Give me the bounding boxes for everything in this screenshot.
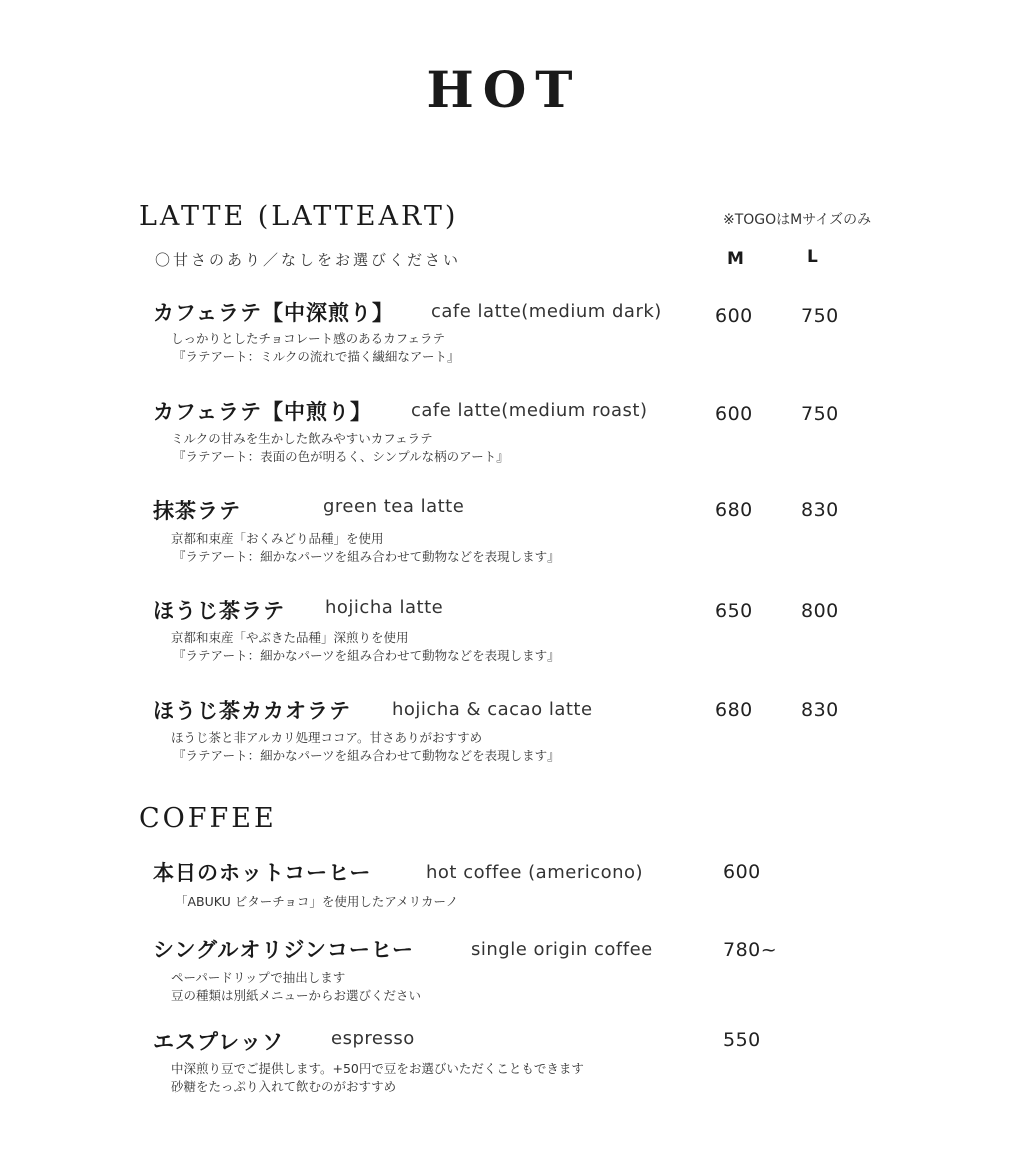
price-m: 650 xyxy=(715,600,753,622)
item-description: ペーパードリップで抽出します xyxy=(171,970,346,985)
item-name-jp: 抹茶ラテ xyxy=(153,499,241,523)
item-name-en: hojicha & cacao latte xyxy=(392,699,593,720)
latteart-note: 『ラテアート：ミルクの流れで描く繊細なアート』 xyxy=(173,349,460,364)
item-description: しっかりとしたチョコレート感のあるカフェラテ xyxy=(171,331,446,346)
item-name-en: single origin coffee xyxy=(471,939,653,960)
item-name-en: hot coffee (americono) xyxy=(426,862,644,883)
item-name-jp: 本日のホットコーヒー xyxy=(153,861,372,885)
item-name-jp: カフェラテ【中煎り】 xyxy=(153,400,372,424)
price-m: 680 xyxy=(715,699,753,721)
price-l: 830 xyxy=(801,499,839,521)
item-name-en: cafe latte(medium roast) xyxy=(411,400,648,421)
item-name-jp: ほうじ茶カカオラテ xyxy=(153,699,351,723)
item-description: 京都和束産「おくみどり品種」を使用 xyxy=(171,531,384,546)
item-description: ほうじ茶と非アルカリ処理ココア。甘さありがおすすめ xyxy=(171,730,483,745)
latteart-note: 『ラテアート：細かなパーツを組み合わせて動物などを表現します』 xyxy=(173,549,560,564)
item-name-en: cafe latte(medium dark) xyxy=(431,301,662,322)
price: 550 xyxy=(723,1029,761,1051)
item-description: 豆の種類は別紙メニューからお選びください xyxy=(171,988,422,1003)
item-name-jp: シングルオリジンコーヒー xyxy=(153,938,415,962)
price-l: 800 xyxy=(801,600,839,622)
item-name-jp: ほうじ茶ラテ xyxy=(153,599,285,623)
price-l: 750 xyxy=(801,403,839,425)
price-m: 600 xyxy=(715,305,753,327)
price-l: 750 xyxy=(801,305,839,327)
price-m: 680 xyxy=(715,499,753,521)
price: 600 xyxy=(723,861,761,883)
size-m-header: M xyxy=(727,249,744,269)
item-name-jp: カフェラテ【中深煎り】 xyxy=(153,301,394,325)
size-l-header: L xyxy=(807,247,818,267)
item-name-en: green tea latte xyxy=(323,496,465,517)
latteart-note: 『ラテアート：細かなパーツを組み合わせて動物などを表現します』 xyxy=(173,648,560,663)
section-heading-latte: LATTE (LATTEART) xyxy=(139,201,459,232)
section-heading-coffee: COFFEE xyxy=(139,803,277,834)
item-description: 京都和束産「やぶきた品種」深煎りを使用 xyxy=(171,630,409,645)
latteart-note: 『ラテアート：細かなパーツを組み合わせて動物などを表現します』 xyxy=(173,748,560,763)
item-name-en: espresso xyxy=(331,1028,415,1049)
page-title: HOT xyxy=(426,60,582,119)
sweetness-instruction: 〇甘さのあり／なしをお選びください xyxy=(155,251,462,269)
item-name-jp: エスプレッソ xyxy=(153,1030,284,1054)
price-m: 600 xyxy=(715,403,753,425)
item-description: ミルクの甘みを生かした飲みやすいカフェラテ xyxy=(171,431,433,446)
item-description: 「ABUKU ビターチョコ」を使用したアメリカーノ xyxy=(175,894,459,909)
latteart-note: 『ラテアート：表面の色が明るく、シンプルな柄のアート』 xyxy=(173,449,509,464)
item-name-en: hojicha latte xyxy=(325,597,444,618)
item-description: 砂糖をたっぷり入れて飲むのがおすすめ xyxy=(171,1079,397,1094)
price-l: 830 xyxy=(801,699,839,721)
togo-note: ※TOGOはMサイズのみ xyxy=(723,212,872,228)
item-description: 中深煎り豆でご提供します。+50円で豆をお選びいただくこともできます xyxy=(171,1061,584,1076)
price: 780~ xyxy=(723,939,778,961)
